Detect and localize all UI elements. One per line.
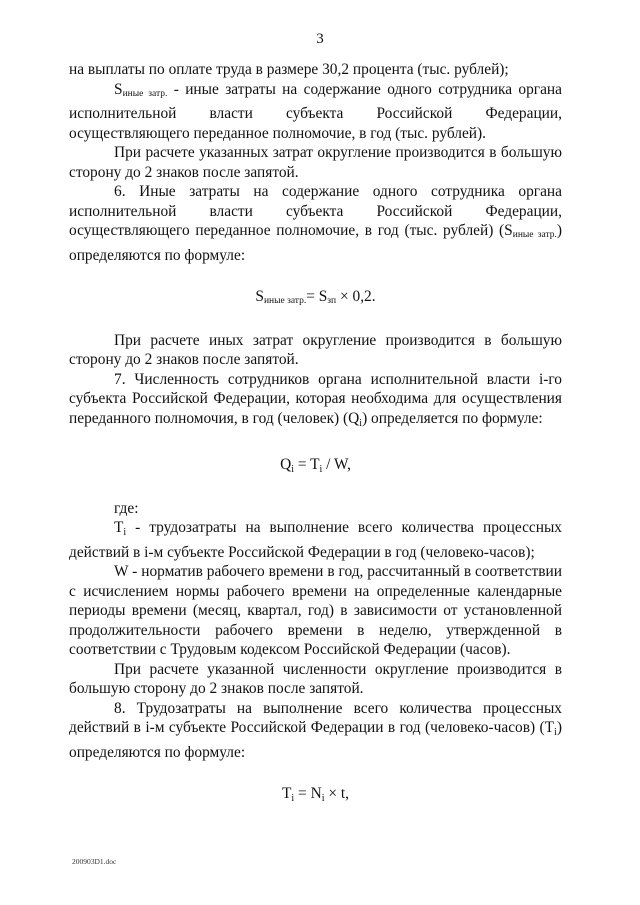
formula-lhs: T bbox=[282, 785, 292, 802]
formula-other-costs bbox=[69, 287, 562, 312]
formula-eq: = N bbox=[294, 785, 322, 802]
formula-tail: × 0,2. bbox=[336, 288, 376, 305]
formula-tail: × t, bbox=[324, 785, 349, 802]
formula-rhs-subscript: i bbox=[319, 464, 323, 475]
symbol-subscript: иные затр. bbox=[512, 230, 557, 240]
where-label: где: bbox=[114, 499, 139, 517]
symbol-subscript: i bbox=[359, 417, 363, 429]
item-tail: ) определяются по формуле: bbox=[69, 719, 562, 761]
paragraph-rounding-3: При расчете указанной численности округление производится в большую сторону до 2 знаков после запятой. bbox=[69, 660, 562, 697]
paragraph-other-costs-definition bbox=[69, 80, 562, 144]
formula-lhs-subscript: i bbox=[291, 464, 294, 475]
item-text: 8. Трудозатраты на выполнение всего количества процессных действий в i-м субъекте Российской Федерации в год (человеко-часов) (T bbox=[69, 699, 562, 736]
formula-lhs: Q bbox=[280, 456, 292, 473]
formula-tail: / W, bbox=[322, 456, 351, 473]
symbol-subscript: иные затр. bbox=[122, 88, 168, 99]
symbol: S bbox=[114, 80, 123, 98]
formula-labor-costs bbox=[69, 784, 562, 809]
formula-rhs-subscript: i bbox=[321, 793, 325, 804]
paragraph-item-6 bbox=[69, 182, 562, 265]
symbol: T bbox=[114, 519, 124, 536]
formula-lhs-subscript: иные затр. bbox=[263, 296, 307, 306]
formula-lhs: S bbox=[255, 288, 264, 305]
paragraph-rounding-2: При расчете иных затрат округление производится в большую сторону до 2 знаков после запятой. bbox=[69, 331, 562, 368]
paragraph-labor-costs-definition bbox=[69, 518, 562, 562]
paragraph-payroll-rate: на выплаты по оплате труда в размере 30,2 процента (тыс. рублей); bbox=[69, 61, 509, 78]
page-number: 3 bbox=[316, 31, 324, 47]
paragraph-item-8 bbox=[69, 699, 562, 763]
item-text: 6. Иные затраты на содержание одного сотрудника органа исполнительной власти субъекта Российской Федерации, осуществляющего переданное полномочие, в год (тыс. рублей) ( bbox=[69, 183, 562, 239]
symbol: S bbox=[504, 222, 513, 239]
footer-filename: 200903D1.doc bbox=[72, 857, 117, 866]
paragraph-item-7 bbox=[69, 370, 562, 434]
item-tail: ) определяются по формуле: bbox=[69, 222, 562, 264]
definition-text: - трудозатраты на выполнение всего количества процессных действий в i-м субъекте Российской Федерации в год (человеко-часов); bbox=[69, 519, 562, 561]
item-tail: ) определяется по формуле: bbox=[362, 409, 543, 427]
symbol-subscript: i bbox=[554, 727, 557, 738]
formula-rhs-subscript: зп bbox=[327, 296, 337, 306]
symbol-subscript: i bbox=[123, 527, 127, 538]
formula-eq: = S bbox=[306, 288, 328, 305]
definition-text: - иные затраты на содержание одного сотрудника органа исполнительной власти субъекта Российской Федерации, осуществляющего переданное полномочие, в год (тыс. рублей). bbox=[69, 80, 562, 142]
document-body bbox=[69, 60, 562, 809]
paragraph-work-time-norm: W - норматив рабочего времени в год, рассчитанный в соответствии с исчислением нормы рабочего времени на определенные календарные периоды времени (месяц, квартал, год) в зависимости от установленной продолжительности рабочего времени в неделю, утвержденной в соответствии с Трудовым кодексом Российской Федерации (часов). bbox=[69, 563, 562, 658]
formula-lhs-subscript: i bbox=[291, 793, 295, 804]
paragraph-rounding-1: При расчете указанных затрат округление производится в большую сторону до 2 знаков после запятой. bbox=[69, 144, 562, 181]
formula-eq: = T bbox=[293, 456, 320, 473]
formula-headcount bbox=[69, 455, 562, 480]
item-text: 7. Численность сотрудников органа исполнительной власти i-го субъекта Российской Федерации, которая необходима для осуществления переданного полномочия, в год (человек) (Q bbox=[69, 370, 562, 427]
